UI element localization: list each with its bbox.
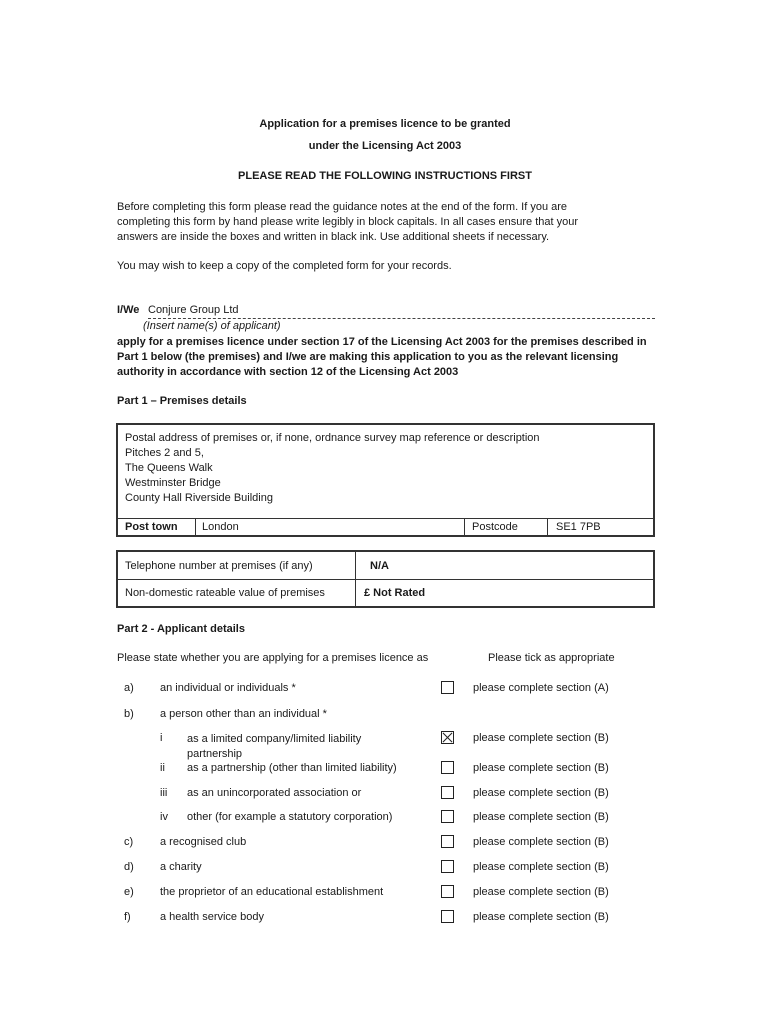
applicant-type-prompt: Please state whether you are applying for a premises licence as (117, 652, 429, 664)
statement-line: Part 1 below (the premises) and I/we are making this application to you as the relevant licensing (117, 351, 619, 363)
divider (118, 518, 653, 519)
divider (195, 518, 196, 535)
limited-company-checkbox[interactable] (441, 731, 454, 744)
form-subtitle: under the Licensing Act 2003 (308, 140, 462, 152)
option-label: an individual or individuals * (160, 682, 296, 694)
post-town-field[interactable]: London (202, 521, 239, 533)
option-letter: a) (124, 682, 134, 694)
premises-address-box (116, 423, 655, 537)
instructions-line: answers are inside the boxes and written in black ink. Use additional sheets if necessary. (117, 231, 550, 243)
option-letter: ii (160, 762, 165, 774)
partnership-checkbox[interactable] (441, 761, 454, 774)
option-section: please complete section (B) (473, 836, 609, 848)
divider (464, 518, 465, 535)
tick-note: Please tick as appropriate (488, 652, 615, 664)
telephone-label: Telephone number at premises (if any) (125, 560, 313, 572)
address-line: County Hall Riverside Building (125, 492, 273, 504)
option-section: please complete section (B) (473, 886, 609, 898)
option-section: please complete section (B) (473, 811, 609, 823)
instructions-paragraph (117, 200, 657, 245)
option-label: the proprietor of an educational establishment (160, 886, 384, 898)
postcode-label: Postcode (472, 521, 518, 533)
applicant-label: I/We (117, 304, 140, 316)
instructions-heading: PLEASE READ THE FOLLOWING INSTRUCTIONS FIRST (238, 170, 532, 182)
rateable-label: Non-domestic rateable value of premises (125, 587, 325, 599)
option-label: as a partnership (other than limited liability) (187, 762, 397, 774)
option-letter: i (160, 732, 163, 744)
address-line: Pitches 2 and 5, (125, 447, 204, 459)
option-letter: b) (124, 708, 134, 720)
option-label (187, 732, 361, 762)
divider (547, 518, 548, 535)
option-section: please complete section (B) (473, 732, 609, 744)
part1-heading: Part 1 – Premises details (117, 395, 247, 407)
premises-contact-box (116, 550, 655, 608)
option-label: a person other than an individual * (160, 708, 327, 720)
applicant-name-field[interactable] (148, 304, 655, 319)
option-label: as an unincorporated association or (187, 787, 362, 799)
individual-checkbox[interactable] (441, 681, 454, 694)
option-label: a charity (160, 861, 202, 873)
option-label: other (for example a statutory corporation) (187, 811, 393, 823)
applicant-statement (117, 335, 662, 380)
statutory-corporation-checkbox[interactable] (441, 810, 454, 823)
option-label: a health service body (160, 911, 264, 923)
divider (355, 552, 356, 606)
form-title: Application for a premises licence to be granted (259, 118, 511, 130)
educational-establishment-checkbox[interactable] (441, 885, 454, 898)
divider (118, 579, 653, 580)
rateable-value-field[interactable]: £ Not Rated (364, 587, 426, 599)
option-letter: d) (124, 861, 134, 873)
health-service-body-checkbox[interactable] (441, 910, 454, 923)
recognised-club-checkbox[interactable] (441, 835, 454, 848)
option-section: please complete section (A) (473, 682, 609, 694)
statement-line: authority in accordance with section 12 of the Licensing Act 2003 (117, 366, 459, 378)
copy-note: You may wish to keep a copy of the completed form for your records. (117, 260, 452, 272)
option-section: please complete section (B) (473, 861, 609, 873)
option-section: please complete section (B) (473, 787, 609, 799)
address-line: Westminster Bridge (125, 477, 221, 489)
option-letter: c) (124, 836, 134, 848)
post-town-label: Post town (125, 521, 178, 533)
option-letter: f) (124, 911, 131, 923)
option-section: please complete section (B) (473, 762, 609, 774)
charity-checkbox[interactable] (441, 860, 454, 873)
address-line: The Queens Walk (125, 462, 213, 474)
option-letter: iii (160, 787, 168, 799)
option-letter: e) (124, 886, 134, 898)
instructions-line: completing this form by hand please write legibly in block capitals. In all cases ensure that your (117, 216, 579, 228)
telephone-field[interactable]: N/A (370, 560, 389, 572)
instructions-line: Before completing this form please read the guidance notes at the end of the form. If you are (117, 201, 568, 213)
option-label: a recognised club (160, 836, 247, 848)
option-label-line: as a limited company/limited liability (187, 733, 362, 745)
option-letter: iv (160, 811, 168, 823)
applicant-name-hint: (Insert name(s) of applicant) (143, 320, 281, 332)
unincorporated-association-checkbox[interactable] (441, 786, 454, 799)
postcode-field[interactable]: SE1 7PB (556, 521, 601, 533)
option-label-line: partnership (187, 748, 243, 760)
statement-line: apply for a premises licence under section 17 of the Licensing Act 2003 for the premises described in (117, 336, 647, 348)
option-section: please complete section (B) (473, 911, 609, 923)
address-field[interactable] (125, 446, 273, 506)
part2-heading: Part 2 - Applicant details (117, 623, 245, 635)
address-label: Postal address of premises or, if none, ordnance survey map reference or description (125, 432, 540, 444)
applicant-name-value: Conjure Group Ltd (148, 304, 239, 316)
